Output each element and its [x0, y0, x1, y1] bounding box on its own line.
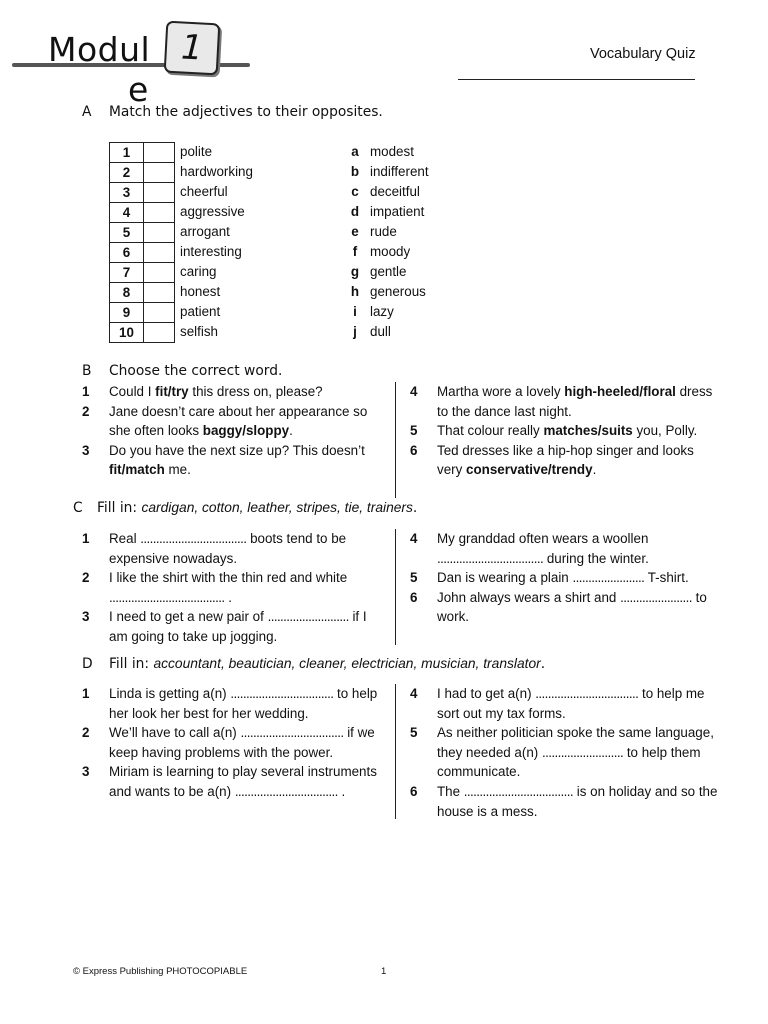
- blank-line[interactable]: ...................................: [463, 783, 574, 799]
- section-a-heading: [82, 104, 383, 120]
- answer-row: [110, 263, 175, 283]
- item-number: 1: [82, 384, 90, 399]
- option-word: impatient: [370, 204, 425, 219]
- section-b-divider: [395, 382, 396, 498]
- section-a-option-list: [346, 142, 429, 342]
- item-number: 2: [82, 725, 90, 741]
- module-title: Modul: [48, 30, 151, 69]
- item-number: 1: [82, 686, 90, 701]
- answer-box[interactable]: [144, 283, 175, 303]
- item-text: you, Polly.: [632, 423, 698, 439]
- option-word: lazy: [370, 304, 394, 319]
- option-word: moody: [370, 244, 411, 259]
- item-number: 3: [82, 764, 90, 780]
- item-number: 6: [410, 589, 418, 605]
- option-word: indifferent: [370, 164, 429, 179]
- answer-row: [110, 183, 175, 203]
- section-a-letter: A: [82, 104, 92, 120]
- answer-row: [110, 203, 175, 223]
- answer-number: 8: [110, 283, 144, 303]
- item-number: 4: [410, 384, 418, 399]
- sectiond-item-5: [410, 723, 722, 782]
- adjective-item: interesting: [180, 244, 242, 259]
- opposite-option: [346, 142, 429, 162]
- section-d-heading: [82, 656, 545, 672]
- option-letter: a: [351, 144, 359, 159]
- section-d-letter: D: [82, 656, 93, 672]
- opposite-option: [346, 302, 429, 322]
- answer-number: 6: [110, 243, 144, 263]
- section-b-instruction: Choose the correct word.: [109, 363, 283, 379]
- option-word: dull: [370, 324, 391, 339]
- item-text: We’ll have to call a(n): [109, 725, 241, 741]
- sectionb-item-3: [82, 441, 386, 480]
- section-c-right-column: [410, 529, 722, 627]
- answer-number: 5: [110, 223, 144, 243]
- adjective-item: hardworking: [180, 164, 253, 179]
- option-word: generous: [370, 284, 426, 299]
- answer-row: [110, 283, 175, 303]
- answer-number: 10: [110, 323, 144, 343]
- opposite-option: [346, 262, 429, 282]
- item-number: 3: [82, 609, 90, 625]
- item-number: 5: [410, 725, 418, 741]
- item-text: Ted dresses like a hip-hop singer and looks very: [437, 442, 694, 478]
- answer-row: [110, 303, 175, 323]
- answer-row: [110, 163, 175, 183]
- footer-page-number: 1: [381, 966, 387, 977]
- option-word: modest: [370, 144, 414, 159]
- answer-box[interactable]: [144, 143, 175, 163]
- blank-line[interactable]: .................................: [230, 686, 334, 701]
- item-text: .: [224, 589, 232, 605]
- answer-box[interactable]: [144, 263, 175, 283]
- adjective-item: selfish: [180, 324, 218, 339]
- sectiond-item-6: [410, 782, 722, 821]
- answer-number: 7: [110, 263, 144, 283]
- option-word: gentle: [370, 264, 407, 279]
- blank-line[interactable]: ..................................: [140, 531, 247, 546]
- section-d-left-column: [82, 684, 386, 802]
- sectionb-item-4: [410, 382, 722, 421]
- section-c-word-bank: cardigan, cotton, leather, stripes, tie, trainers: [141, 500, 413, 515]
- opposite-option: [346, 202, 429, 222]
- item-text: dress to the dance last night.: [437, 384, 713, 419]
- answer-number: 4: [110, 203, 144, 223]
- blank-line[interactable]: .....................................: [109, 589, 225, 605]
- opposite-option: [346, 222, 429, 242]
- option-letter: h: [350, 284, 360, 299]
- item-text: Martha wore a lovely: [437, 384, 565, 399]
- sectiond-item-3: [82, 762, 386, 801]
- item-text: I need to get a new pair of: [109, 609, 268, 625]
- opposite-option: [346, 162, 429, 182]
- item-number: 3: [82, 442, 90, 458]
- section-a-answer-grid: [109, 142, 175, 343]
- blank-line[interactable]: .................................: [535, 686, 639, 701]
- item-text: That colour really: [437, 423, 544, 439]
- word-choice[interactable]: fit/try: [155, 384, 189, 399]
- word-choice[interactable]: baggy/sloppy: [202, 423, 290, 439]
- option-letter: c: [351, 184, 359, 199]
- blank-line[interactable]: .................................: [234, 783, 338, 799]
- section-d-suffix: .: [540, 656, 546, 672]
- sectionb-item-2: [82, 402, 386, 441]
- item-text: Could I: [109, 384, 156, 399]
- sectionb-item-5: [410, 421, 722, 441]
- item-text: .: [592, 462, 597, 478]
- blank-line[interactable]: .................................: [240, 725, 344, 741]
- sectionc-item-5: [410, 568, 722, 588]
- sectionb-item-1: [82, 382, 386, 402]
- answer-box[interactable]: [144, 203, 175, 223]
- item-text: if I am going to take up jogging.: [109, 609, 367, 644]
- answer-row: [110, 243, 175, 263]
- item-text: .: [337, 783, 346, 799]
- answer-box[interactable]: [144, 303, 175, 323]
- item-number: 6: [410, 442, 418, 458]
- answer-number: 1: [110, 143, 144, 163]
- section-b-letter: B: [82, 363, 92, 379]
- item-number: 2: [82, 570, 90, 586]
- option-letter: i: [353, 304, 357, 319]
- module-title-tail: e: [128, 70, 149, 109]
- item-text: The: [437, 783, 464, 799]
- answer-box[interactable]: [144, 323, 175, 343]
- adjective-item: aggressive: [180, 204, 245, 219]
- item-number: 4: [410, 531, 418, 546]
- section-a-word-list: [180, 142, 253, 342]
- module-number: 1: [180, 27, 204, 69]
- option-letter: d: [350, 204, 360, 219]
- answer-number: 9: [110, 303, 144, 323]
- sectionc-item-1: [82, 529, 386, 568]
- item-text: to help me sort out my tax forms.: [437, 686, 705, 721]
- item-text: I like the shirt with the thin red and white: [109, 570, 348, 586]
- item-number: 6: [410, 783, 418, 799]
- item-text: Jane doesn’t care about her appearance so she often looks: [109, 403, 368, 439]
- item-text: is on holiday and so the house is a mess.: [437, 783, 718, 819]
- opposite-option: [346, 242, 429, 262]
- opposite-option: [346, 282, 429, 302]
- word-choice[interactable]: high-heeled/floral: [564, 384, 676, 399]
- answer-box[interactable]: [144, 163, 175, 183]
- item-text: me.: [164, 462, 191, 478]
- item-number: 1: [82, 531, 90, 546]
- answer-row: [110, 323, 175, 343]
- option-word: rude: [370, 224, 397, 239]
- section-d-word-bank: accountant, beautician, cleaner, electrician, musician, translator: [153, 656, 541, 671]
- name-line[interactable]: [458, 79, 695, 80]
- word-choice[interactable]: matches/suits: [543, 423, 633, 439]
- adjective-item: polite: [180, 144, 213, 159]
- item-number: 4: [410, 686, 418, 701]
- section-a-instruction: Match the adjectives to their opposites.: [109, 104, 383, 120]
- sectionc-item-2: [82, 568, 386, 607]
- section-c-left-column: [82, 529, 386, 647]
- item-text: As neither politician spoke the same language, they needed a(n): [437, 725, 714, 760]
- item-text: to work.: [437, 589, 707, 625]
- opposite-option: [346, 322, 429, 342]
- option-letter: e: [351, 224, 359, 239]
- opposite-option: [346, 182, 429, 202]
- adjective-item: arrogant: [180, 224, 230, 239]
- option-letter: b: [350, 164, 360, 179]
- section-b-heading: [82, 363, 282, 379]
- item-text: boots tend to be expensive nowadays.: [109, 531, 347, 566]
- sectionc-item-4: [410, 529, 722, 568]
- blank-line[interactable]: ..................................: [437, 550, 544, 566]
- section-d-prefix: Fill in:: [109, 656, 154, 672]
- item-number: 5: [410, 570, 418, 586]
- answer-number: 2: [110, 163, 144, 183]
- sectiond-item-2: [82, 723, 386, 762]
- answer-number: 3: [110, 183, 144, 203]
- sectiond-item-4: [410, 684, 722, 723]
- item-text: during the winter.: [543, 550, 649, 566]
- section-c-suffix: .: [412, 500, 418, 516]
- sectionc-item-3: [82, 607, 386, 646]
- blank-line[interactable]: .......................: [620, 589, 692, 605]
- item-text: Do you have the next size up? This doesn’t: [109, 442, 365, 458]
- item-text: My granddad often wears a woollen: [437, 531, 649, 546]
- sectionb-item-6: [410, 441, 722, 480]
- answer-box[interactable]: [144, 183, 175, 203]
- section-b-right-column: [410, 382, 722, 480]
- item-text: if we keep having problems with the power.: [109, 725, 375, 760]
- item-text: Dan is wearing a plain: [437, 570, 573, 586]
- blank-line[interactable]: .......................: [572, 570, 645, 586]
- adjective-item: patient: [180, 304, 221, 319]
- adjective-item: caring: [180, 264, 217, 279]
- section-d-right-column: [410, 684, 722, 821]
- item-text: .: [289, 423, 293, 439]
- section-c-divider: [395, 529, 396, 645]
- sectionc-item-6: [410, 588, 722, 627]
- item-text: this dress on, please?: [188, 384, 323, 399]
- answer-row: [110, 223, 175, 243]
- adjective-item: cheerful: [180, 184, 228, 199]
- quiz-title: Vocabulary Quiz: [590, 46, 696, 62]
- item-text: Linda is getting a(n): [109, 686, 231, 701]
- sectiond-item-1: [82, 684, 386, 723]
- module-number-badge: [164, 21, 221, 76]
- footer-copyright: © Express Publishing PHOTOCOPIABLE: [73, 966, 248, 977]
- item-text: T-shirt.: [644, 570, 689, 586]
- option-word: deceitful: [370, 184, 420, 199]
- section-b-left-column: [82, 382, 386, 480]
- item-text: to help her look her best for her wedding.: [109, 686, 378, 721]
- item-text: Miriam is learning to play several instruments and wants to be a(n): [109, 764, 377, 799]
- option-letter: g: [350, 264, 360, 279]
- section-c-heading: [73, 500, 417, 516]
- word-choice[interactable]: conservative/trendy: [466, 462, 593, 478]
- section-c-prefix: Fill in:: [97, 500, 142, 516]
- section-c-letter: C: [73, 500, 83, 516]
- blank-line[interactable]: ..........................: [267, 609, 349, 625]
- item-text: I had to get a(n): [437, 686, 536, 701]
- item-number: 5: [410, 423, 418, 439]
- item-text: to help them communicate.: [437, 744, 701, 780]
- blank-line[interactable]: ..........................: [541, 744, 624, 760]
- section-d-divider: [395, 684, 396, 819]
- answer-box[interactable]: [144, 243, 175, 263]
- item-text: Real: [109, 531, 141, 546]
- item-text: John always wears a shirt and: [437, 589, 621, 605]
- word-choice[interactable]: fit/match: [109, 462, 165, 478]
- adjective-item: honest: [180, 284, 221, 299]
- item-number: 2: [82, 403, 90, 419]
- answer-row: [110, 143, 175, 163]
- option-letter: j: [353, 324, 357, 339]
- answer-box[interactable]: [144, 223, 175, 243]
- option-letter: f: [352, 244, 358, 259]
